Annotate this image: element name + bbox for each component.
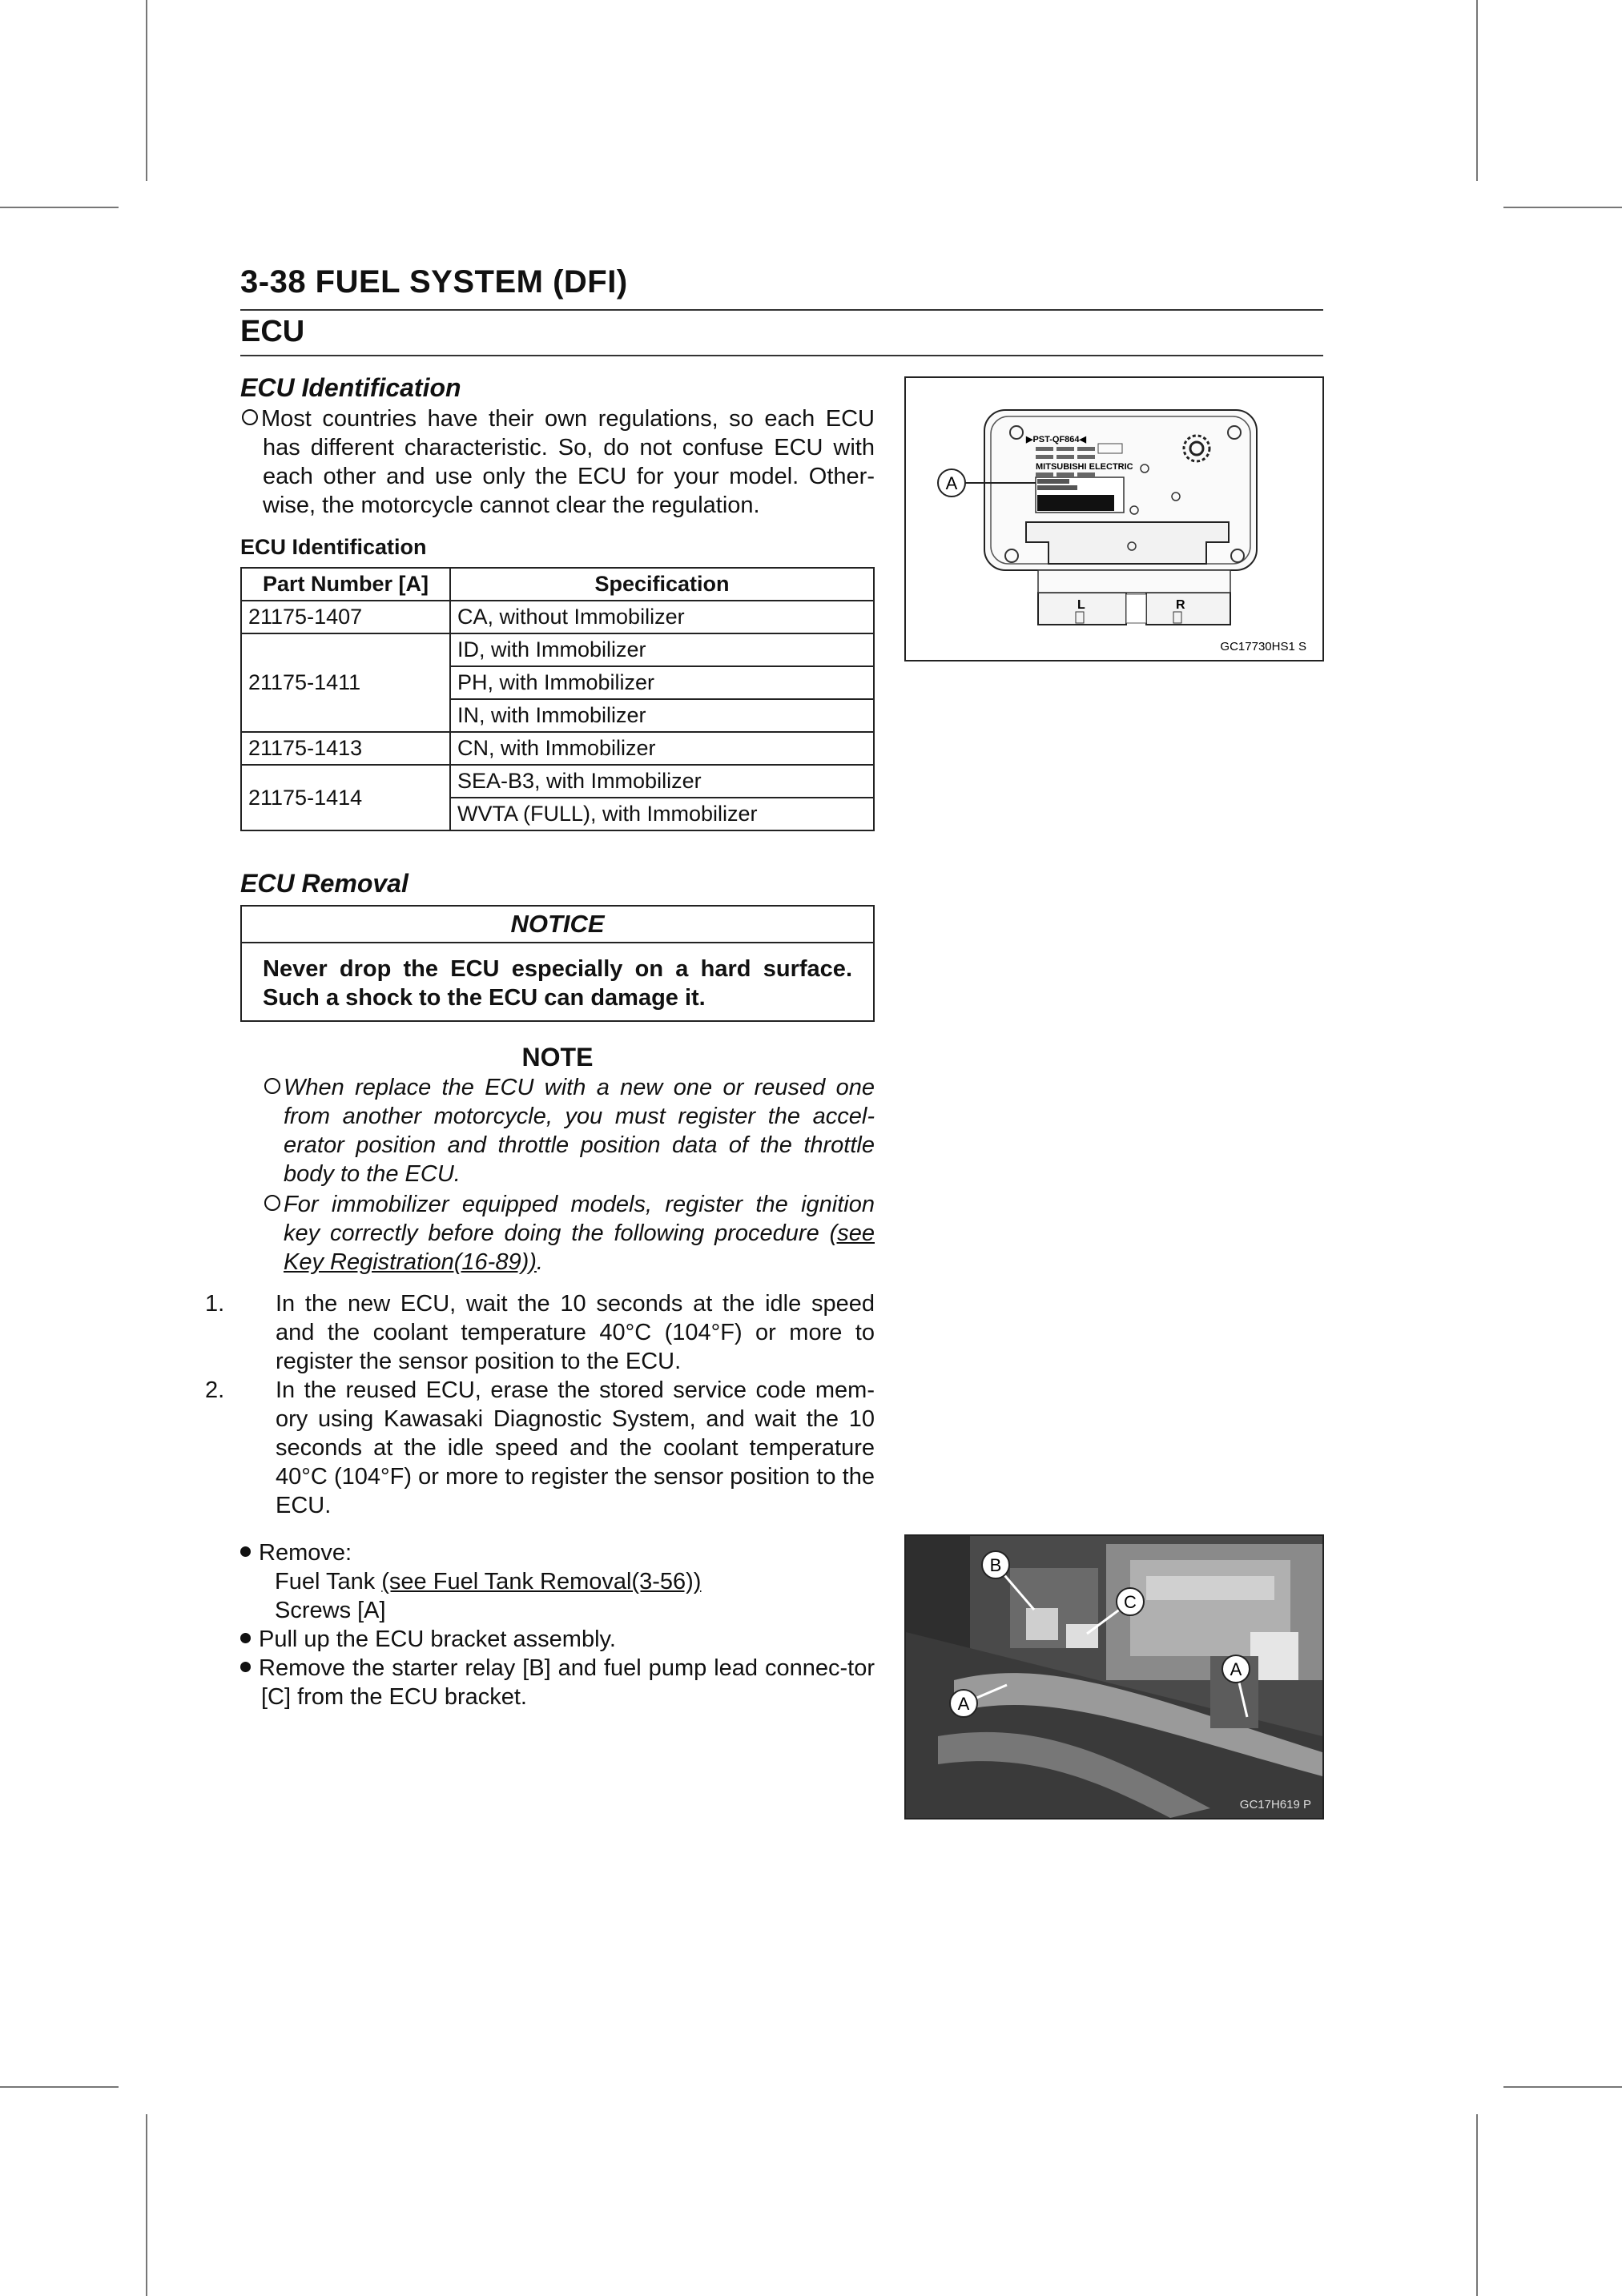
crop-mark [1476,0,1478,181]
spec-cell: WVTA (FULL), with Immobilizer [450,798,874,830]
step-item [205,1376,875,1520]
bullet-item [240,1625,875,1654]
spec-cell: ID, with Immobilizer [450,633,874,666]
callout-label: A [957,1694,970,1714]
bullet-icon [240,1633,251,1643]
callout-label: A [945,473,958,493]
table-row [241,765,874,798]
removal-heading: ECU Removal [240,869,409,898]
figure-code: GC17730HS1 S [1220,640,1306,653]
step-text: In the new ECU, wait the 10 seconds at the idle speed and the coolant temperature 40°C (104°F) or more to register the sensor position to the ECU. [276,1291,875,1374]
sub-item: Screws [A] [275,1598,386,1623]
bullet-text: Pull up the ECU bracket assembly. [259,1627,616,1652]
note-text-end: . [536,1249,543,1275]
header-rule [240,309,1323,311]
crop-mark [1503,207,1622,208]
step-text: In the reused ECU, erase the stored service code mem-ory using Kawasaki Diagnostic System, and wait the 10 seconds at the idle speed and the coolant temperature 40°C (104°F) or more to register the sensor position to the ECU. [276,1377,875,1518]
note-text: When replace the ECU with a new one or reused one from another motorcycle, you must register the accel-erator position and throttle position data of the throttle body to the ECU. [284,1075,875,1187]
bullet-icon [240,1546,251,1557]
spec-cell: SEA-B3, with Immobilizer [450,765,874,798]
spec-cell: PH, with Immobilizer [450,666,874,699]
ecu-illustration [906,378,1322,660]
identification-intro [242,404,875,520]
callout-label: A [1230,1659,1242,1679]
part-number-cell: 21175-1407 [241,601,450,633]
crop-mark [0,207,119,208]
note-item [264,1073,875,1188]
callout-label: C [1124,1592,1137,1612]
callout-label: B [989,1555,1002,1575]
note-text: For immobilizer equipped models, register the ignition key correctly before doing the following procedure [284,1192,875,1246]
crop-mark [146,2114,147,2296]
spec-cell: CA, without Immobilizer [450,601,874,633]
notice-text: Never drop the ECU especially on a hard surface. Such a shock to the ECU can damage it. [263,956,852,1011]
note-title: NOTE [521,1043,594,1072]
note-item [264,1190,875,1277]
ecu-bracket-photo [904,1534,1324,1820]
notice-title: NOTICE [242,907,873,943]
ecu-identification-table [240,567,875,831]
part-number-cell: 21175-1414 [241,765,450,830]
table-title: ECU Identification [240,535,427,559]
notice-box [240,905,875,1022]
crop-mark [1503,2086,1622,2088]
part-number-cell: 21175-1413 [241,732,450,765]
part-number-cell: 21175-1411 [241,633,450,732]
table-header-row [241,568,874,601]
table-row [241,732,874,765]
brand-label: MITSUBISHI ELECTRIC [1036,462,1133,472]
step-item [205,1289,875,1376]
label-line1: ▶PST-QF864◀ [1026,435,1086,444]
bullet-icon [240,1662,251,1672]
step-number: 1. [205,1291,225,1317]
key-registration-link[interactable]: (see Key Registration(16-89)) [284,1220,875,1275]
ecu-figure [904,376,1324,661]
intro-text: Most countries have their own regulations, so each ECU has different characteristic. So, do not confuse ECU with each other and use only the ECU for your model. Other-wise, the motorcycle cannot clear the regulation. [261,406,875,518]
figure-code: GC17H619 P [1239,1798,1311,1811]
column-header: Part Number [A] [241,568,450,601]
connector-label-left: L [1077,598,1085,612]
hollow-bullet-icon [264,1195,280,1211]
section-rule [240,355,1323,356]
bullet-item [240,1538,875,1567]
bullet-item [240,1654,875,1711]
table-row [241,633,874,666]
photo-illustration [906,1536,1322,1818]
page-title: 3-38 FUEL SYSTEM (DFI) [240,264,628,300]
column-header: Specification [450,568,874,601]
crop-mark [146,0,147,181]
fuel-tank-removal-link[interactable]: (see Fuel Tank Removal(3-56)) [381,1569,702,1594]
hollow-bullet-icon [242,409,258,425]
spec-cell: IN, with Immobilizer [450,699,874,732]
spec-cell: CN, with Immobilizer [450,732,874,765]
step-number: 2. [205,1377,225,1403]
table-row [241,601,874,633]
bullet-text: Remove: [259,1540,352,1566]
crop-mark [1476,2114,1478,2296]
identification-heading: ECU Identification [240,373,461,402]
bullet-text: Remove the starter relay [B] and fuel pump lead connec-tor [C] from the ECU bracket. [259,1655,875,1710]
sub-item-text: Fuel Tank [275,1569,382,1594]
connector-label-right: R [1176,598,1185,612]
sub-item [275,1567,875,1596]
section-title: ECU [240,315,305,348]
hollow-bullet-icon [264,1078,280,1094]
crop-mark [0,2086,119,2088]
